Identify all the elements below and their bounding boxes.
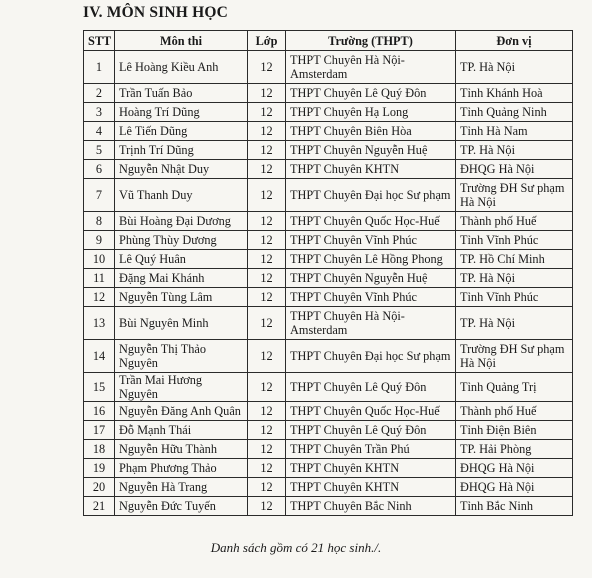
cell-name: Nguyễn Đăng Anh Quân [115,402,248,421]
cell-stt: 3 [84,103,115,122]
cell-grade: 12 [248,160,286,179]
cell-school: THPT Chuyên KHTN [286,478,456,497]
table-row [84,288,573,307]
cell-stt: 12 [84,288,115,307]
cell-stt: 11 [84,269,115,288]
cell-stt: 6 [84,160,115,179]
table-row [84,231,573,250]
cell-unit: Thành phố Huế [456,402,573,421]
cell-unit: ĐHQG Hà Nội [456,459,573,478]
cell-school: THPT Chuyên Vĩnh Phúc [286,288,456,307]
cell-school: THPT Chuyên Quốc Học-Huế [286,212,456,231]
cell-unit: Tỉnh Quảng Ninh [456,103,573,122]
cell-unit: TP. Hà Nội [456,141,573,160]
section-heading: IV. MÔN SINH HỌC [83,4,229,21]
header-mon-thi: Môn thi [115,31,248,51]
cell-name: Lê Quý Huân [115,250,248,269]
cell-grade: 12 [248,141,286,160]
cell-name: Nguyễn Đức Tuyến [115,497,248,516]
cell-unit: ĐHQG Hà Nội [456,478,573,497]
table-row [84,373,573,402]
cell-stt: 21 [84,497,115,516]
cell-stt: 17 [84,421,115,440]
cell-unit: Tỉnh Vĩnh Phúc [456,231,573,250]
table-row [84,122,573,141]
cell-unit: Trường ĐH Sư phạm Hà Nội [456,340,573,373]
cell-name: Nguyễn Nhật Duy [115,160,248,179]
cell-grade: 12 [248,250,286,269]
cell-school: THPT Chuyên Nguyễn Huệ [286,141,456,160]
cell-school: THPT Chuyên Lê Quý Đôn [286,84,456,103]
cell-unit: TP. Hà Nội [456,51,573,84]
cell-unit: Tỉnh Vĩnh Phúc [456,288,573,307]
table-row [84,212,573,231]
table-row [84,421,573,440]
header-lop: Lớp [248,31,286,51]
table-row [84,160,573,179]
cell-unit: Tỉnh Bắc Ninh [456,497,573,516]
cell-name: Trần Tuấn Bảo [115,84,248,103]
cell-name: Đỗ Mạnh Thái [115,421,248,440]
cell-grade: 12 [248,122,286,141]
table-body [84,51,573,516]
cell-name: Vũ Thanh Duy [115,179,248,212]
table-row [84,497,573,516]
table-row [84,269,573,288]
cell-school: THPT Chuyên Đại học Sư phạm [286,340,456,373]
table-row [84,459,573,478]
cell-unit: Thành phố Huế [456,212,573,231]
cell-name: Lê Hoàng Kiều Anh [115,51,248,84]
cell-stt: 10 [84,250,115,269]
table-row [84,440,573,459]
cell-grade: 12 [248,497,286,516]
cell-name: Nguyễn Hữu Thành [115,440,248,459]
cell-name: Trần Mai Hương Nguyên [115,373,248,402]
table-row [84,307,573,340]
header-truong: Trường (THPT) [286,31,456,51]
cell-unit: ĐHQG Hà Nội [456,160,573,179]
cell-unit: TP. Hà Nội [456,269,573,288]
cell-stt: 9 [84,231,115,250]
cell-stt: 1 [84,51,115,84]
table-row [84,141,573,160]
header-don-vi: Đơn vị [456,31,573,51]
cell-school: THPT Chuyên Hạ Long [286,103,456,122]
cell-grade: 12 [248,421,286,440]
cell-school: THPT Chuyên Nguyễn Huệ [286,269,456,288]
table-row [84,250,573,269]
cell-school: THPT Chuyên Quốc Học-Huế [286,402,456,421]
cell-unit: TP. Hồ Chí Minh [456,250,573,269]
table-header-row [84,31,573,51]
cell-stt: 2 [84,84,115,103]
cell-school: THPT Chuyên Biên Hòa [286,122,456,141]
cell-name: Hoàng Trí Dũng [115,103,248,122]
cell-school: THPT Chuyên Bắc Ninh [286,497,456,516]
cell-school: THPT Chuyên Lê Hồng Phong [286,250,456,269]
cell-unit: Tỉnh Hà Nam [456,122,573,141]
cell-grade: 12 [248,402,286,421]
cell-grade: 12 [248,340,286,373]
cell-name: Bùi Hoàng Đại Dương [115,212,248,231]
cell-grade: 12 [248,231,286,250]
cell-school: THPT Chuyên Vĩnh Phúc [286,231,456,250]
cell-grade: 12 [248,459,286,478]
table-row [84,402,573,421]
cell-unit: TP. Hải Phòng [456,440,573,459]
table-row [84,84,573,103]
table-row [84,340,573,373]
footer-note: Danh sách gồm có 21 học sinh./. [210,540,382,555]
cell-school: THPT Chuyên Lê Quý Đôn [286,373,456,402]
header-stt: STT [84,31,115,51]
table-row [84,179,573,212]
cell-unit: Tỉnh Quảng Trị [456,373,573,402]
table-row [84,51,573,84]
cell-stt: 7 [84,179,115,212]
cell-stt: 13 [84,307,115,340]
cell-name: Bùi Nguyên Minh [115,307,248,340]
cell-name: Nguyễn Thị Thảo Nguyên [115,340,248,373]
cell-school: THPT Chuyên KHTN [286,459,456,478]
cell-school: THPT Chuyên Lê Quý Đôn [286,421,456,440]
cell-grade: 12 [248,103,286,122]
cell-stt: 8 [84,212,115,231]
cell-name: Trịnh Trí Dũng [115,141,248,160]
cell-unit: TP. Hà Nội [456,307,573,340]
table-row [84,103,573,122]
cell-stt: 4 [84,122,115,141]
cell-grade: 12 [248,440,286,459]
cell-name: Nguyễn Tùng Lâm [115,288,248,307]
cell-name: Lê Tiến Dũng [115,122,248,141]
cell-grade: 12 [248,212,286,231]
cell-unit: Tỉnh Khánh Hoà [456,84,573,103]
table-row [84,478,573,497]
cell-stt: 14 [84,340,115,373]
cell-school: THPT Chuyên KHTN [286,160,456,179]
cell-name: Nguyễn Hà Trang [115,478,248,497]
cell-unit: Trường ĐH Sư phạm Hà Nội [456,179,573,212]
cell-unit: Tỉnh Điện Biên [456,421,573,440]
cell-school: THPT Chuyên Trần Phú [286,440,456,459]
cell-stt: 5 [84,141,115,160]
cell-grade: 12 [248,269,286,288]
cell-grade: 12 [248,478,286,497]
cell-grade: 12 [248,51,286,84]
cell-grade: 12 [248,84,286,103]
cell-grade: 12 [248,288,286,307]
student-table [83,30,573,516]
cell-stt: 19 [84,459,115,478]
cell-name: Phùng Thùy Dương [115,231,248,250]
cell-school: THPT Chuyên Hà Nội-Amsterdam [286,51,456,84]
cell-school: THPT Chuyên Hà Nội-Amsterdam [286,307,456,340]
cell-name: Phạm Phương Thảo [115,459,248,478]
cell-stt: 15 [84,373,115,402]
cell-stt: 18 [84,440,115,459]
cell-stt: 16 [84,402,115,421]
cell-school: THPT Chuyên Đại học Sư phạm [286,179,456,212]
cell-grade: 12 [248,373,286,402]
cell-grade: 12 [248,307,286,340]
cell-stt: 20 [84,478,115,497]
cell-name: Đặng Mai Khánh [115,269,248,288]
cell-grade: 12 [248,179,286,212]
